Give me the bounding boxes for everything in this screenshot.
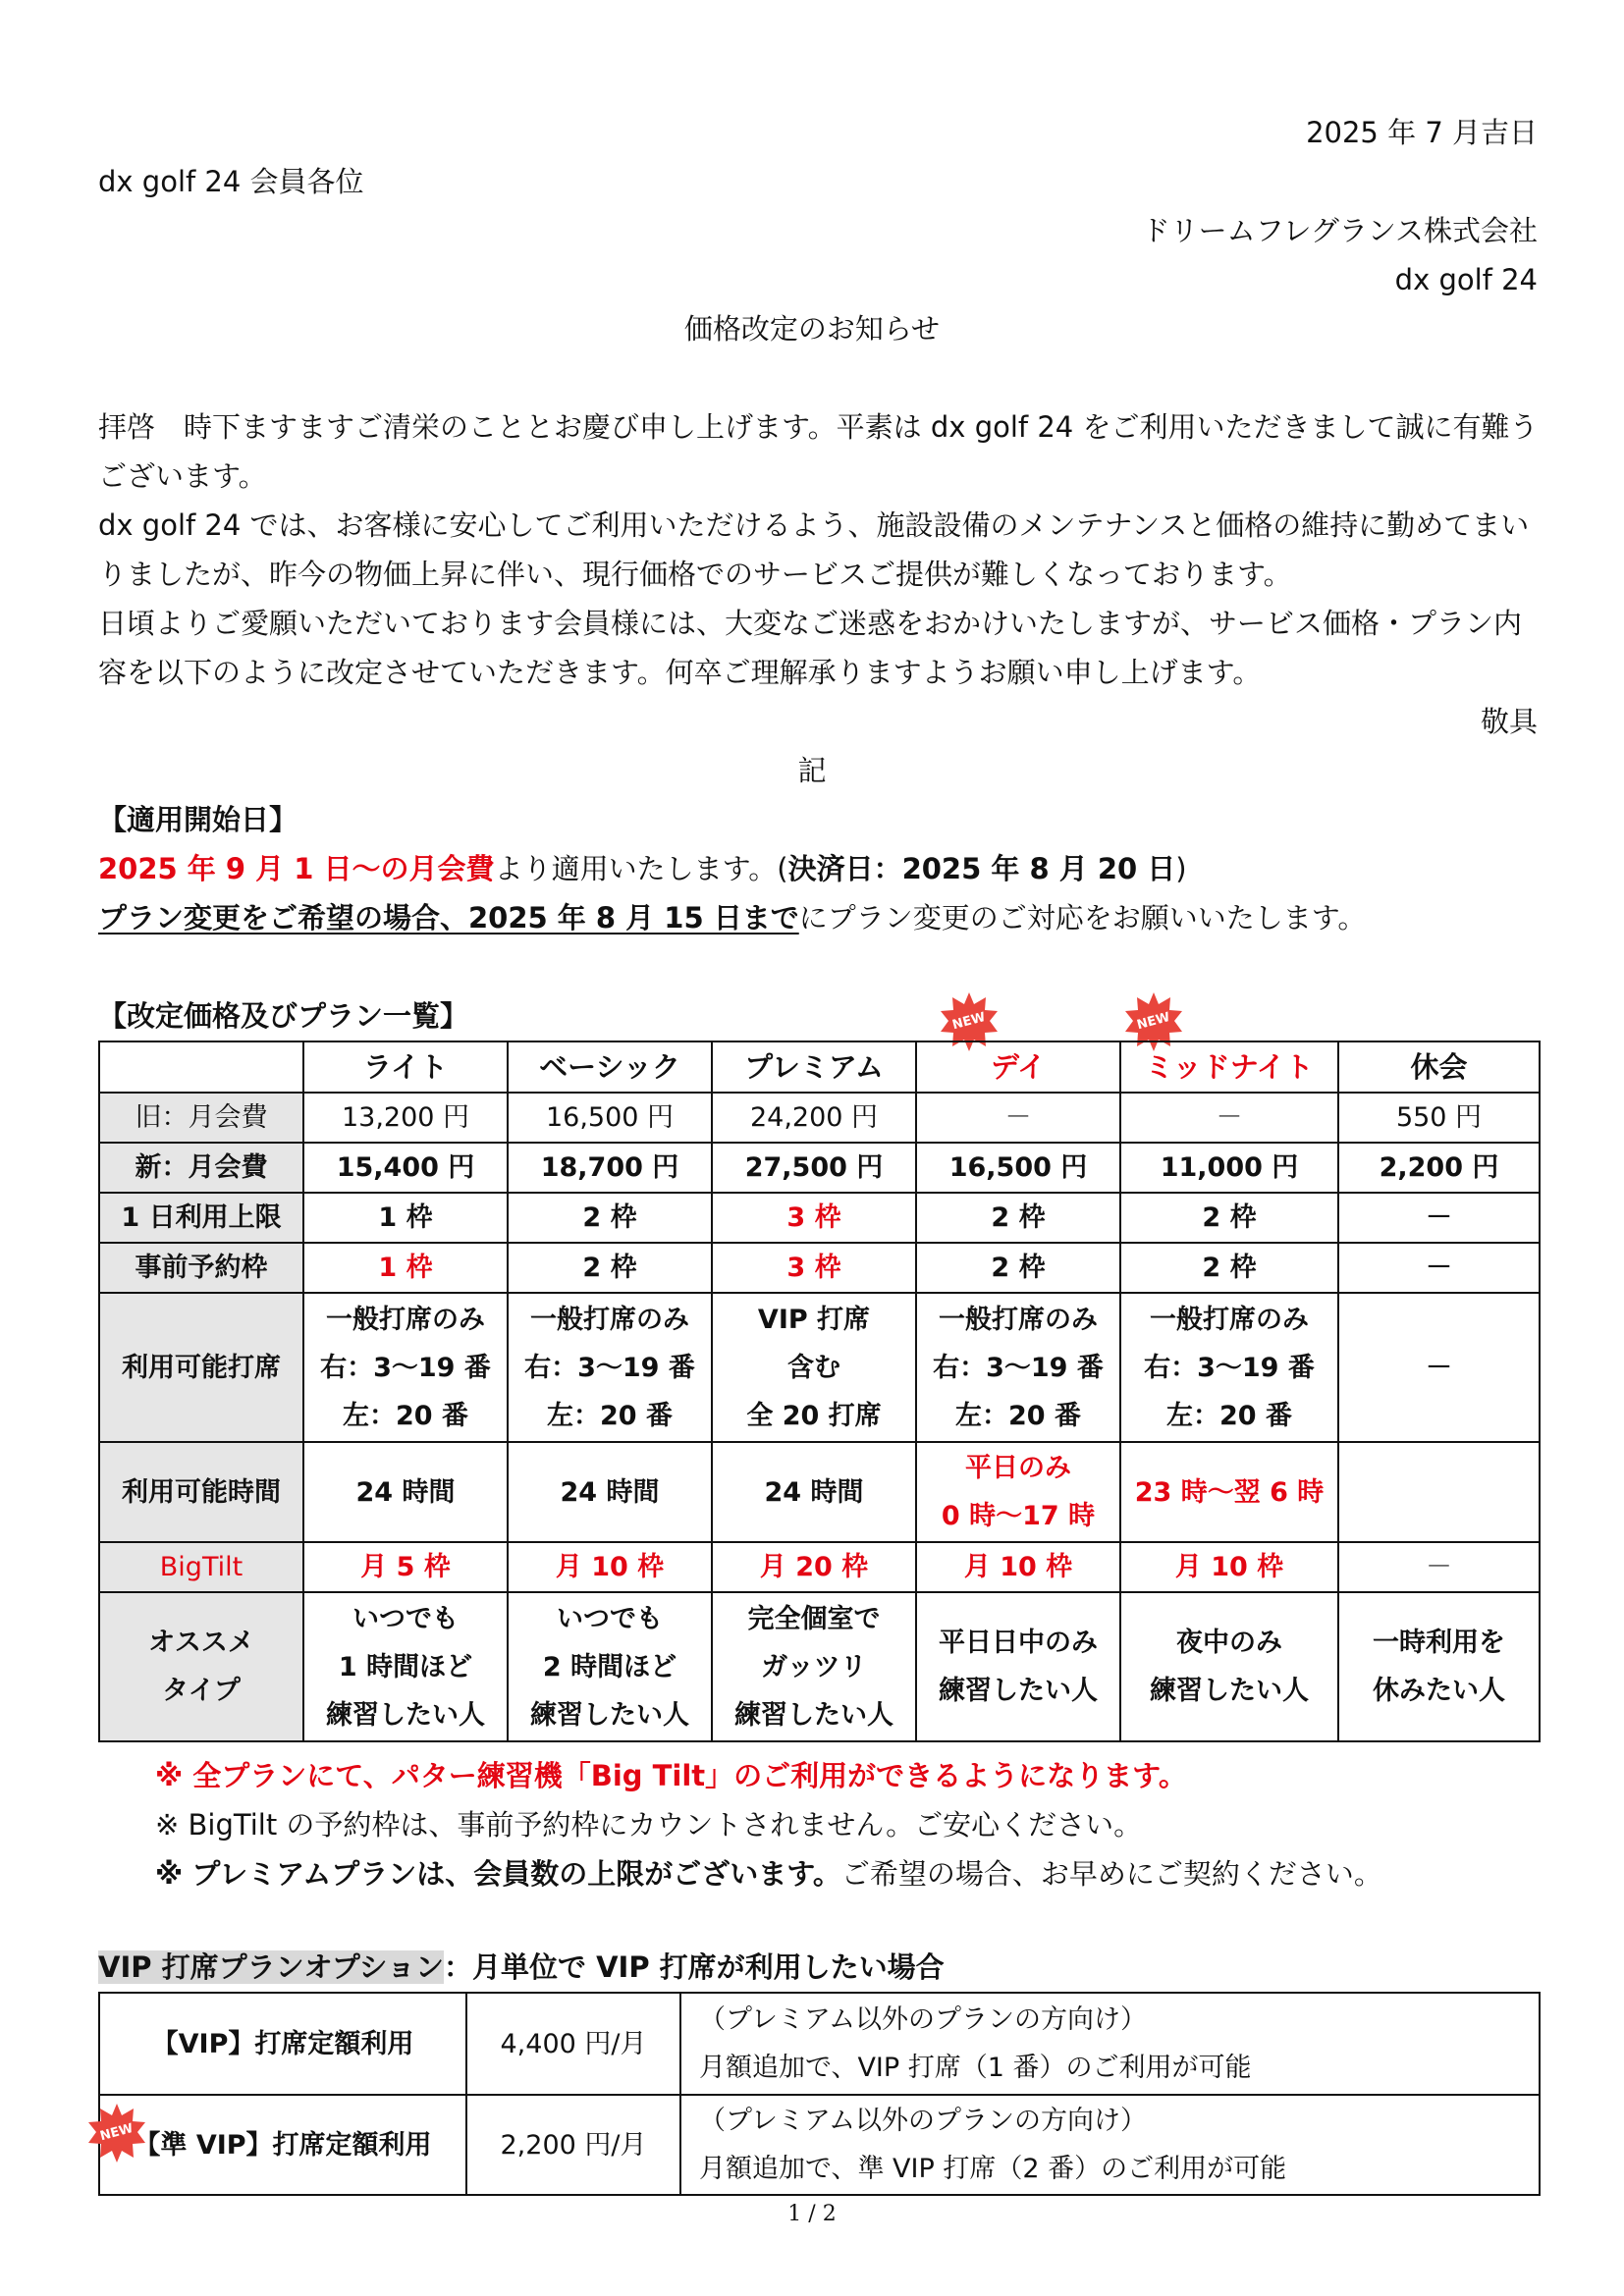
vip-option-name: 【準 VIP】打席定額利用 (99, 2095, 466, 2195)
table-cell: 月 10 枠 (1120, 1542, 1338, 1592)
cell-line: いつでも (352, 1603, 459, 1634)
sender-company: ドリームフレグランス株式会社 (1141, 214, 1538, 247)
table-cell: － (916, 1093, 1120, 1143)
payment-date: 決済日：2025 年 8 月 20 日 (787, 852, 1176, 885)
vip-row (99, 1993, 1540, 2095)
table-cell: 2,200 円 (1338, 1143, 1540, 1193)
cell-line: 2 時間ほど (542, 1651, 677, 1682)
row-label-daily-limit: 1 日利用上限 (99, 1193, 303, 1243)
cell-line: 左：20 番 (955, 1400, 1081, 1431)
cell-line: 右：3～19 番 (933, 1352, 1104, 1383)
vip-option-desc (680, 1993, 1540, 2095)
table-cell (1338, 1293, 1540, 1442)
table-cell: 15,400 円 (303, 1143, 508, 1193)
table-row-recommend (99, 1592, 1540, 1741)
col-header-light: ライト (303, 1041, 508, 1093)
desc-line: （プレミアム以外のプランの方向け） (699, 2004, 1148, 2035)
cell-line: 練習したい人 (1150, 1676, 1309, 1706)
cell-line: 練習したい人 (939, 1676, 1098, 1706)
table-cell: 16,500 円 (508, 1093, 712, 1143)
table-row-daily-limit (99, 1193, 1540, 1243)
cell-line: 一般打席のみ (1150, 1304, 1309, 1335)
desc-line: 月額追加で、VIP 打席（1 番）のご利用が可能 (699, 2053, 1252, 2083)
note-bigtilt: ※ 全プランにて、パター練習機「Big Tilt」のご利用ができるようになります。 (155, 1759, 1187, 1792)
row-label-old-fee: 旧：月会費 (99, 1093, 303, 1143)
table-cell (303, 1442, 508, 1542)
cell-line: いつでも (557, 1603, 663, 1634)
date: 2025 年 7 月吉日 (1306, 116, 1538, 149)
cell-line: 一般打席のみ (939, 1304, 1098, 1335)
cell-line: 全 20 打席 (746, 1400, 882, 1431)
table-cell: 24,200 円 (712, 1093, 916, 1143)
table-cell (712, 1293, 916, 1442)
col-header-day: デイ (916, 1041, 1120, 1093)
table-row-new-fee (99, 1143, 1540, 1193)
start-line-2 (98, 901, 1366, 934)
table-row-advance (99, 1243, 1540, 1293)
vip-option-desc (680, 2095, 1540, 2195)
row-label-new-fee: 新：月会費 (99, 1143, 303, 1193)
cell-line: 1 時間ほど (338, 1651, 473, 1682)
cell-line: 左：20 番 (343, 1400, 468, 1431)
table-cell: 3 枠 (712, 1243, 916, 1293)
table-cell (916, 1592, 1120, 1741)
table-cell: 2 枠 (1120, 1193, 1338, 1243)
body-paragraph-1: 拝啓 時下ますますご清栄のこととお慶び申し上げます。平素は dx golf 24 をご利用いただきまして誠に有難うございます。 (98, 410, 1539, 493)
cell-line: 含む (787, 1352, 840, 1383)
table-cell: 1 枠 (303, 1243, 508, 1293)
cell-line: 24 時間 (560, 1476, 660, 1508)
cell-line: タイプ (162, 1676, 241, 1706)
col-header-basic: ベーシック (508, 1041, 712, 1093)
cell-line: － (1426, 1352, 1452, 1383)
table-cell (1120, 1442, 1338, 1542)
note-reservation: ※ BigTilt の予約枠は、事前予約枠にカウントされません。ご安心ください。 (155, 1808, 1143, 1842)
cell-line: 休みたい人 (1373, 1676, 1505, 1706)
table-cell: 2 枠 (916, 1193, 1120, 1243)
table-cell: － (1338, 1193, 1540, 1243)
table-cell (303, 1293, 508, 1442)
cell-line: 夜中のみ (1176, 1628, 1282, 1658)
closing: 敬具 (1480, 705, 1538, 738)
cell-line: 0 時～17 時 (941, 1501, 1096, 1531)
table-row-booths (99, 1293, 1540, 1442)
table-cell (303, 1592, 508, 1741)
table-cell: 月 20 枠 (712, 1542, 916, 1592)
vip-option-price: 2,200 円/月 (466, 2095, 680, 2195)
table-cell (712, 1442, 916, 1542)
table-cell: 11,000 円 (1120, 1143, 1338, 1193)
cell-line: 練習したい人 (734, 1699, 893, 1731)
cell-line: 右：3～19 番 (524, 1352, 695, 1383)
table-cell: 18,700 円 (508, 1143, 712, 1193)
start-line-1 (98, 852, 1187, 885)
cell-line: ガッツリ (761, 1651, 867, 1682)
cell-line: 一般打席のみ (530, 1304, 689, 1335)
table-cell: 2 枠 (916, 1243, 1120, 1293)
col-header-premium: プレミアム (712, 1041, 916, 1093)
vip-table (98, 1992, 1541, 2196)
start-line-2-rest: にプラン変更のご対応をお願いいたします。 (798, 901, 1367, 934)
sender-brand: dx golf 24 (1394, 263, 1538, 296)
new-badge-label: NEW (1135, 1009, 1172, 1034)
new-badge-label: NEW (98, 2120, 135, 2145)
row-label-hours: 利用可能時間 (99, 1442, 303, 1542)
table-cell (916, 1293, 1120, 1442)
table-cell (508, 1442, 712, 1542)
plans-table (98, 1041, 1541, 1742)
note-premium-bold: プレミアムプランは、会員数の上限がございます。 (191, 1857, 841, 1891)
table-cell: 月 10 枠 (916, 1542, 1120, 1592)
header-corner (99, 1041, 303, 1093)
col-header-midnight: ミッドナイト (1120, 1041, 1338, 1093)
row-label-bigtilt: BigTilt (99, 1542, 303, 1592)
cell-line: 一般打席のみ (326, 1304, 485, 1335)
start-heading: 【適用開始日】 (98, 803, 298, 836)
new-badge-semi-vip (86, 2103, 147, 2163)
cell-line: 右：3～19 番 (320, 1352, 491, 1383)
table-row-old-fee (99, 1093, 1540, 1143)
table-cell (916, 1442, 1120, 1542)
table-cell: 月 10 枠 (508, 1542, 712, 1592)
cell-line: 平日日中のみ (939, 1628, 1098, 1658)
table-cell (508, 1592, 712, 1741)
note-premium (155, 1857, 1382, 1891)
new-badge-label: NEW (950, 1009, 988, 1034)
body-paragraph-2: dx golf 24 では、お客様に安心してご利用いただけるよう、施設設備のメンテナンスと価格の維持に勤めてまいりましたが、昨今の物価上昇に伴い、現行価格でのサービスご提供が難しくなっております。 (98, 508, 1530, 591)
note-premium-rest: ご希望の場合、お早めにご契約ください。 (840, 1857, 1382, 1891)
cell-line: 23 時～翌 6 時 (1134, 1476, 1325, 1508)
table-cell (1120, 1592, 1338, 1741)
table-cell: 13,200 円 (303, 1093, 508, 1143)
row-label-advance: 事前予約枠 (99, 1243, 303, 1293)
cell-line: 24 時間 (355, 1476, 456, 1508)
row-label-recommend (99, 1592, 303, 1741)
ki-mark: 記 (797, 754, 827, 787)
vip-option-name: 【VIP】打席定額利用 (99, 1993, 466, 2095)
cell-line: 平日のみ (965, 1453, 1071, 1483)
vip-heading-shaded: VIP 打席プランオプション (98, 1950, 444, 1984)
cell-line: オススメ (148, 1628, 254, 1658)
table-cell (508, 1293, 712, 1442)
table-cell: 月 5 枠 (303, 1542, 508, 1592)
body-paragraph-3: 日頃よりご愛願いただいております会員様には、大変なご迷惑をおかけいたしますが、サービス価格・プラン内容を以下のように改定させていただきます。何卒ご理解承りますようお願い申し上げます。 (98, 607, 1523, 689)
table-row-bigtilt (99, 1542, 1540, 1592)
page-title: 価格改定のお知らせ (683, 312, 941, 346)
table-cell (712, 1592, 916, 1741)
cell-line: VIP 打席 (757, 1304, 871, 1335)
page-number: 1 / 2 (787, 2202, 837, 2226)
table-cell: 2 枠 (508, 1243, 712, 1293)
start-line-1-mid: より適用いたします。( (494, 852, 788, 885)
recipient: dx golf 24 会員各位 (98, 165, 364, 198)
cell-line: 左：20 番 (547, 1400, 673, 1431)
vip-heading-rest: ：月単位で VIP 打席が利用したい場合 (443, 1950, 945, 1984)
cell-line: 右：3～19 番 (1144, 1352, 1315, 1383)
cell-line: 練習したい人 (326, 1699, 485, 1731)
table-cell (1338, 1442, 1540, 1542)
start-date-red: 2025 年 9 月 1 日～の月会費 (98, 852, 495, 885)
table-cell: 27,500 円 (712, 1143, 916, 1193)
plans-heading: 【改定価格及びプラン一覧】 (98, 999, 469, 1033)
note-mark: ※ (155, 1857, 184, 1891)
table-cell: 3 枠 (712, 1193, 916, 1243)
table-cell: 16,500 円 (916, 1143, 1120, 1193)
cell-line: 左：20 番 (1166, 1400, 1292, 1431)
vip-heading (98, 1950, 945, 1984)
table-cell: 2 枠 (508, 1193, 712, 1243)
vip-option-price: 4,400 円/月 (466, 1993, 680, 2095)
cell-line: 練習したい人 (530, 1699, 689, 1731)
table-cell: 550 円 (1338, 1093, 1540, 1143)
vip-row (99, 2095, 1540, 2195)
col-header-pause: 休会 (1338, 1041, 1540, 1093)
desc-line: （プレミアム以外のプランの方向け） (699, 2106, 1148, 2136)
cell-line: 一時利用を (1373, 1628, 1505, 1658)
table-header-row (99, 1041, 1540, 1093)
table-cell: － (1338, 1542, 1540, 1592)
table-cell (1338, 1592, 1540, 1741)
cell-line: 24 時間 (764, 1476, 864, 1508)
table-cell: － (1120, 1093, 1338, 1143)
cell-line: 完全個室で (747, 1603, 881, 1634)
plan-change-deadline: プラン変更をご希望の場合、2025 年 8 月 15 日まで (98, 901, 799, 934)
row-label-booths: 利用可能打席 (99, 1293, 303, 1442)
table-cell: 2 枠 (1120, 1243, 1338, 1293)
table-cell (1120, 1293, 1338, 1442)
table-cell: － (1338, 1243, 1540, 1293)
table-row-hours (99, 1442, 1540, 1542)
start-line-1-end: ) (1175, 852, 1187, 885)
table-cell: 1 枠 (303, 1193, 508, 1243)
desc-line: 月額追加で、準 VIP 打席（2 番）のご利用が可能 (699, 2154, 1287, 2184)
